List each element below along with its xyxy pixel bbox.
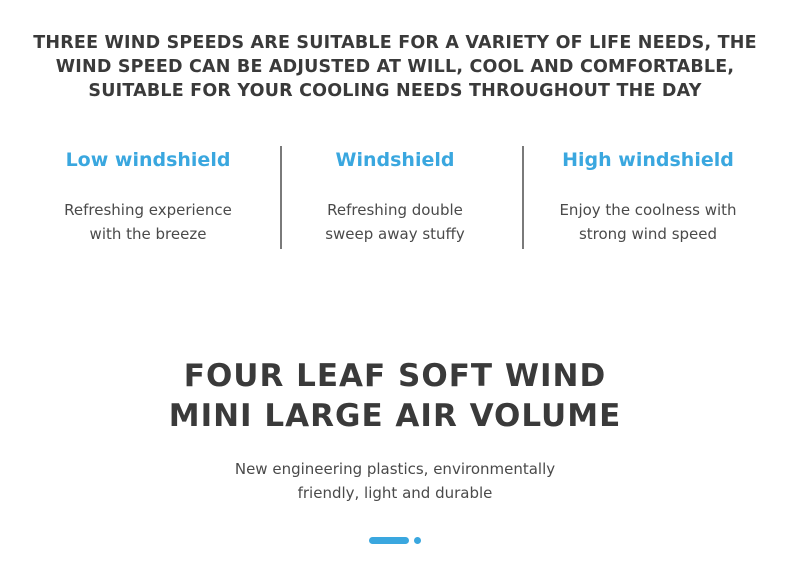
feature-title bbox=[0, 356, 790, 436]
speed-desc-line: Enjoy the coolness with bbox=[559, 201, 737, 219]
carousel-pager bbox=[369, 537, 429, 545]
feature-title-line: FOUR LEAF SOFT WIND bbox=[183, 358, 607, 394]
pager-dot[interactable] bbox=[414, 537, 421, 544]
speed-desc-line: strong wind speed bbox=[578, 225, 718, 243]
speed-title: Low windshield bbox=[65, 149, 231, 171]
speed-description bbox=[48, 198, 248, 246]
divider bbox=[522, 146, 524, 249]
speed-title: Windshield bbox=[335, 149, 455, 171]
wind-speeds-section bbox=[0, 140, 790, 260]
feature-title-line: MINI LARGE AIR VOLUME bbox=[168, 398, 622, 434]
speed-desc-line: with the breeze bbox=[89, 225, 207, 243]
feature-subtitle-line: friendly, light and durable bbox=[297, 484, 493, 502]
headline-line: WIND SPEED CAN BE ADJUSTED AT WILL, COOL AND COMFORTABLE, bbox=[55, 57, 735, 77]
speed-desc-line: Refreshing experience bbox=[64, 201, 232, 219]
pager-active-indicator[interactable] bbox=[369, 537, 409, 544]
speed-desc-line: sweep away stuffy bbox=[325, 225, 465, 243]
speed-title: High windshield bbox=[562, 149, 734, 171]
speed-description bbox=[295, 198, 495, 246]
headline-line: SUITABLE FOR YOUR COOLING NEEDS THROUGHOUT THE DAY bbox=[88, 81, 702, 101]
speed-description bbox=[538, 198, 758, 246]
speed-high bbox=[538, 140, 758, 246]
speed-medium bbox=[295, 140, 495, 246]
speed-low bbox=[48, 140, 248, 246]
headline-line: THREE WIND SPEEDS ARE SUITABLE FOR A VARIETY OF LIFE NEEDS, THE bbox=[33, 33, 757, 53]
divider bbox=[280, 146, 282, 249]
feature-subtitle-line: New engineering plastics, environmentally bbox=[234, 460, 556, 478]
feature-subtitle bbox=[0, 457, 790, 505]
speed-desc-line: Refreshing double bbox=[327, 201, 463, 219]
headline bbox=[0, 31, 790, 103]
